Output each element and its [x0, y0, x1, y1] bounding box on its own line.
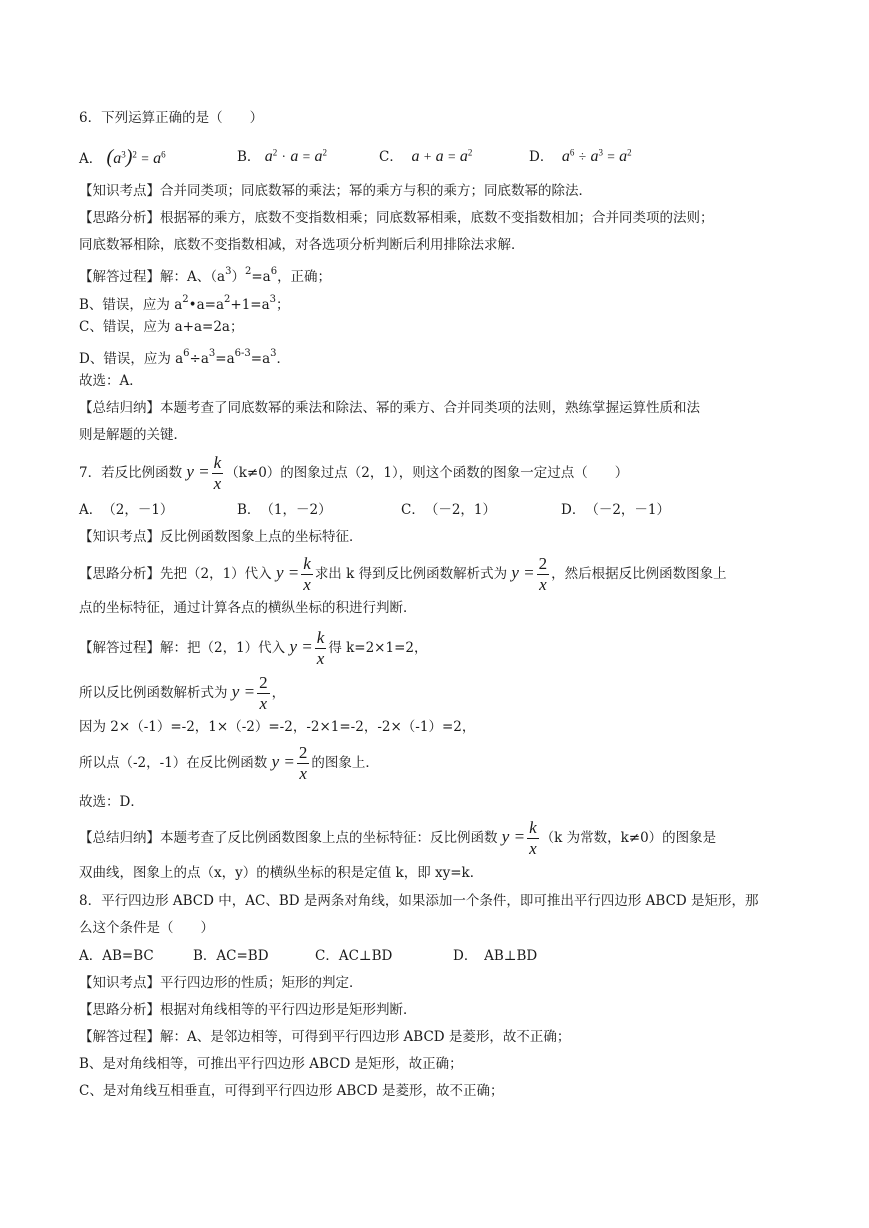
q7-stem	[79, 450, 797, 494]
text: 【总结归纳】本题考查了反比例函数图象上点的坐标特征：反比例函数	[79, 830, 498, 846]
q7-knowledge: 【知识考点】反比例函数图象上点的坐标特征．	[79, 529, 363, 545]
q6-option-a	[79, 144, 166, 172]
text: 7．若反比例函数	[79, 465, 183, 481]
math-lhs: y =	[231, 682, 256, 701]
q8-analysis: 【思路分析】根据对角线相等的平行四边形是矩形判断．	[79, 1002, 417, 1018]
q6-option-d	[529, 144, 632, 170]
numerator: 2	[259, 673, 268, 692]
exp: 2	[244, 266, 252, 277]
math-exp: 2	[627, 147, 632, 158]
denominator: x	[303, 575, 311, 594]
q6-c-line: C、错误，应为 a+a=2a；	[79, 319, 244, 335]
q7-solution	[79, 625, 797, 669]
exp: 6	[270, 266, 278, 277]
math-lhs: y =	[511, 563, 535, 582]
text: 【解答过程】解：A、（a	[79, 269, 226, 285]
exp: 3	[270, 348, 277, 359]
fraction-k-over-x	[301, 554, 313, 595]
math-var: a	[153, 150, 162, 167]
option-letter: C．	[379, 149, 403, 165]
q8-solution: 【解答过程】解：A、是邻边相等，可得到平行四边形 ABCD 是菱形，故不正确；	[79, 1029, 571, 1045]
exp: 3	[225, 266, 232, 277]
fraction-2-over-x	[537, 554, 550, 595]
text: 的图象上．	[311, 755, 379, 771]
text: ．	[276, 351, 291, 367]
math-lhs: y =	[275, 563, 300, 582]
q7-analysis-1	[79, 551, 797, 595]
text: ，	[271, 685, 286, 701]
q8-option-b: B．AC=BD	[193, 948, 269, 964]
math-var: a	[264, 148, 273, 165]
exp: 2	[182, 294, 189, 305]
text: 所以点（-2，-1）在反比例函数	[79, 755, 268, 771]
q8-option-a: A．AB=BC	[79, 948, 154, 964]
denominator: x	[213, 474, 222, 493]
math-exp: 6	[569, 147, 575, 158]
q7-options	[79, 500, 797, 520]
fraction-k-over-x	[212, 453, 224, 494]
math-lhs: y =	[186, 462, 210, 481]
q7-analysis-2: 点的坐标特征，通过计算各点的横纵坐标的积进行判断．	[79, 600, 417, 616]
math-exp: 2	[322, 147, 328, 158]
text: =a	[250, 351, 271, 367]
q7-choose: 故选：D．	[79, 794, 144, 810]
q8-options	[79, 946, 797, 966]
text: 【思路分析】先把（2，1）代入	[79, 566, 272, 582]
math-lhs: y =	[289, 637, 313, 656]
q6-analysis-1: 【思路分析】根据幂的乘方，底数不变指数相乘；同底数幂相乘，底数不变指数相加；合并同类项的法则；	[79, 210, 714, 226]
math-var: a	[314, 148, 323, 165]
denominator: x	[259, 694, 268, 713]
math-var: a	[290, 148, 299, 165]
text: =a	[251, 269, 271, 285]
q6-d-line	[79, 344, 797, 369]
text: ）	[231, 269, 245, 285]
q7-option-b: B． （1，－2）	[237, 502, 332, 518]
q8-stem-1: 8．平行四边形 ABCD 中，AC、BD 是两条对角线，如果添加一个条件，即可推出平行四边形 ABCD 是矩形，那	[79, 893, 759, 909]
q8-knowledge: 【知识考点】平行四边形的性质；矩形的判定．	[79, 975, 363, 991]
denominator: x	[539, 575, 547, 594]
text: •a=a	[188, 297, 225, 313]
math-exp: 2	[132, 149, 137, 160]
text: 得 k=2×1=2，	[328, 640, 428, 656]
text: 求出 k 得到反比例函数解析式为	[314, 566, 508, 582]
q7-summary-1	[79, 815, 797, 859]
fraction-2-over-x	[297, 743, 310, 784]
math-var: a	[113, 150, 122, 167]
math-op: ·	[281, 149, 287, 164]
q7-point-line	[79, 740, 797, 784]
text: （k 为常数，k≠0）的图象是	[540, 830, 717, 846]
q6-knowledge: 【知识考点】合并同类项；同底数幂的乘法；幂的乘方与积的乘方；同底数幂的除法．	[79, 183, 592, 199]
q6-option-c	[379, 144, 472, 170]
math-var: a	[411, 148, 420, 165]
denominator: x	[299, 764, 307, 783]
option-letter: A．	[79, 151, 103, 167]
exp: 6-3	[234, 348, 251, 359]
q6-stem: 6．下列运算正确的是（ ）	[79, 110, 264, 126]
math-eq: =	[447, 149, 456, 164]
text: ÷a	[189, 351, 209, 367]
math-op: +	[423, 149, 432, 164]
numerator: k	[303, 554, 311, 573]
q6-analysis-2: 同底数幂相除，底数不变指数相减，对各选项分析判断后利用排除法求解．	[79, 237, 525, 253]
math-exp: 3	[598, 147, 603, 158]
numerator: k	[213, 453, 222, 472]
fraction-k-over-x	[315, 628, 327, 669]
q7-summary-2: 双曲线，图象上的点（x，y）的横纵坐标的积是定值 k，即 xy=k．	[79, 865, 484, 881]
q6-option-b	[237, 144, 327, 170]
math-eq: =	[607, 149, 615, 164]
math-paren: )	[125, 146, 133, 168]
numerator: 2	[298, 743, 308, 762]
q6-b-line	[79, 290, 797, 315]
text: 【解答过程】解：把（2，1）代入	[79, 640, 286, 656]
math-var: a	[619, 148, 628, 165]
exp: 3	[269, 294, 277, 305]
q8-option-c: C．AC⊥BD	[315, 948, 393, 964]
math-var: a	[590, 148, 599, 165]
fraction-k-over-x	[527, 818, 539, 859]
text: 所以反比例函数解析式为	[79, 685, 228, 701]
math-op: ÷	[578, 149, 587, 164]
denominator: x	[529, 839, 537, 858]
text: （k≠0）的图象过点（2，1），则这个函数的图象一定过点（ ）	[225, 465, 629, 481]
option-letter: B．	[237, 149, 261, 165]
math-var: a	[459, 148, 468, 165]
q8-stem-2: 么这个条件是（ ）	[79, 920, 214, 936]
option-letter: D．	[529, 149, 554, 165]
q7-option-a: A． （2，－1）	[79, 502, 174, 518]
text: D、错误，应为 a	[79, 351, 184, 367]
math-exp: 6	[161, 149, 166, 160]
text: ，然后根据反比例函数图象上	[551, 566, 727, 582]
text: +1=a	[230, 297, 270, 313]
exp: 2	[224, 294, 231, 305]
q8-b-line: B、是对角线相等，可推出平行四边形 ABCD 是矩形，故正确；	[79, 1056, 463, 1072]
q6-options	[79, 144, 797, 170]
math-exp: 2	[467, 147, 473, 158]
math-exp: 3	[121, 149, 126, 160]
math-lhs: y =	[501, 827, 526, 846]
math-eq: =	[141, 151, 149, 166]
math-exp: 2	[272, 147, 278, 158]
text: =a	[215, 351, 235, 367]
text: ；	[276, 297, 290, 313]
math-paren: (	[106, 146, 114, 168]
math-lhs: y =	[271, 752, 295, 771]
q6-summary-1: 【总结归纳】本题考查了同底数幂的乘法和除法、幂的乘方、合并同类项的法则，熟练掌握运算性质和法	[79, 400, 700, 416]
q8-c-line: C、是对角线互相垂直，可得到平行四边形 ABCD 是菱形，故不正确；	[79, 1083, 504, 1099]
text: B、错误，应为 a	[79, 297, 183, 313]
numerator: k	[529, 818, 537, 837]
q7-because: 因为 2×（-1）=-2，1×（-2）=-2，-2×1=-2，-2×（-1）=2，	[79, 719, 476, 735]
exp: 3	[208, 348, 216, 359]
q7-option-d: D． （－2，－1）	[561, 502, 671, 518]
denominator: x	[316, 649, 325, 668]
exp: 6	[183, 348, 190, 359]
q8-option-d: D． AB⊥BD	[453, 948, 538, 964]
text: ，正确；	[277, 269, 332, 285]
fraction-2-over-x	[257, 673, 270, 714]
q6-solution	[79, 262, 797, 287]
math-eq: =	[302, 149, 311, 164]
q7-so-line	[79, 670, 797, 714]
q6-summary-2: 则是解题的关键．	[79, 427, 187, 443]
q6-choose: 故选：A．	[79, 373, 143, 389]
q7-option-c: C． （－2，1）	[401, 502, 497, 518]
numerator: k	[316, 628, 325, 647]
math-var: a	[561, 148, 570, 165]
numerator: 2	[538, 554, 548, 573]
math-var: a	[435, 148, 444, 165]
